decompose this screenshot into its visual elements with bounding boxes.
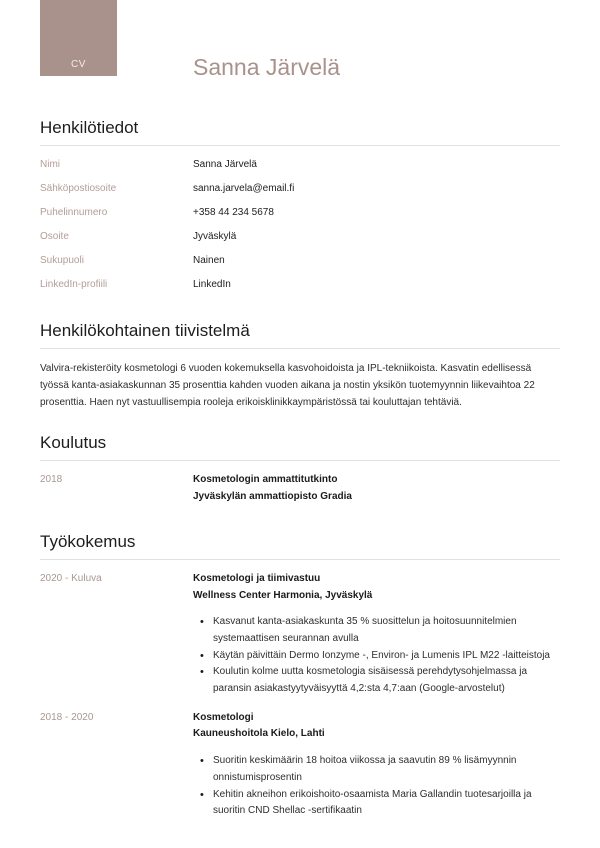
field-label: LinkedIn-profiili: [40, 278, 108, 290]
experience-heading: Työkokemus: [40, 532, 560, 560]
field-value: Nainen: [193, 254, 225, 266]
field-value: Sanna Järvelä: [193, 158, 257, 170]
entry-role: Kosmetologi: [193, 711, 254, 723]
field-row-linkedin: [40, 272, 560, 296]
entry-employer: Wellness Center Harmonia, Jyväskylä: [193, 589, 373, 601]
field-value: Jyväskylä: [193, 230, 237, 242]
experience-entry: [40, 571, 560, 698]
field-label: Nimi: [40, 158, 60, 170]
summary-heading: Henkilökohtainen tiivistelmä: [40, 321, 560, 349]
field-value: sanna.jarvela@email.fi: [193, 182, 295, 194]
bullet-item: • Kasvanut kanta-asiakaskunta 35 % suosittelun ja hoitosuunnitelmien systemaattisen seurannan avulla: [193, 614, 560, 648]
education-heading: Koulutus: [40, 433, 560, 461]
cv-badge-label: CV: [71, 59, 86, 70]
page-title: Sanna Järvelä: [193, 54, 341, 80]
section-summary: [40, 321, 560, 411]
entry-role: Kosmetologi ja tiimivastuu: [193, 573, 321, 584]
entry-body: [193, 571, 560, 698]
linkedin-link[interactable]: LinkedIn: [193, 278, 231, 290]
section-experience: [40, 532, 560, 820]
section-personal-details: [40, 118, 560, 296]
field-row-name: [40, 152, 560, 176]
section-education: [40, 433, 560, 505]
entry-degree: Kosmetologin ammattitutkinto: [193, 474, 338, 485]
entry-body: [193, 710, 560, 820]
education-entry: [40, 472, 560, 505]
field-label: Puhelinnumero: [40, 206, 108, 218]
bullet-item: • Kehitin akneihon erikoishoito-osaamista Maria Gallandin tuotesarjoilla ja suoritin CND Shellac -sertifikaatin: [193, 787, 560, 821]
entry-institution: Jyväskylän ammattiopisto Gradia: [193, 490, 352, 502]
field-label: Sukupuoli: [40, 254, 84, 266]
entry-employer: Kauneushoitola Kielo, Lahti: [193, 728, 325, 740]
field-row-gender: [40, 248, 560, 272]
field-label: Osoite: [40, 230, 69, 242]
cv-badge: [40, 0, 117, 76]
field-row-phone: [40, 200, 560, 224]
field-value: +358 44 234 5678: [193, 206, 274, 218]
field-row-address: [40, 224, 560, 248]
personal-details-fields: [40, 152, 560, 296]
field-label: Sähköpostiosoite: [40, 182, 117, 194]
bullet-item: • Suoritin keskimäärin 18 hoitoa viikossa ja saavutin 89 % lisämyynnin onnistumisprosentin: [193, 753, 560, 787]
entry-period: 2018: [40, 474, 63, 485]
entry-body: [193, 472, 560, 505]
bullet-item: • Koulutin kolme uutta kosmetologia sisäisessä perehdytysohjelmassa ja paransin asiakastyytyväisyyttä 4,2:sta 4,7:aan (Google-arvostelut): [193, 664, 560, 698]
experience-entry: [40, 710, 560, 820]
entry-period: 2020 - Kuluva: [40, 573, 102, 584]
entry-bullets: [193, 753, 560, 820]
field-row-email: [40, 176, 560, 200]
entry-period: 2018 - 2020: [40, 711, 94, 723]
personal-details-heading: Henkilötiedot: [40, 118, 560, 146]
cv-content: [40, 112, 560, 820]
bullet-item: • Käytän päivittäin Dermo Ionzyme -, Environ- ja Lumenis IPL M22 -laitteistoja: [193, 648, 560, 665]
summary-text: Valvira-rekisteröity kosmetologi 6 vuoden kokemuksella kasvohoidoista ja IPL-tekniikoista. Kasvatin edellisessä työssä kanta-asiakaskunnan 35 prosenttia kahden vuoden aikana ja nostin yksikön tuotemyynnin liikevaihtoa 22 prosenttia. Haen nyt vastuullisempia rooleja erikoisklinikkaympäristössä tai kouluttajan tehtäviä.: [40, 363, 535, 408]
entry-bullets: [193, 614, 560, 698]
